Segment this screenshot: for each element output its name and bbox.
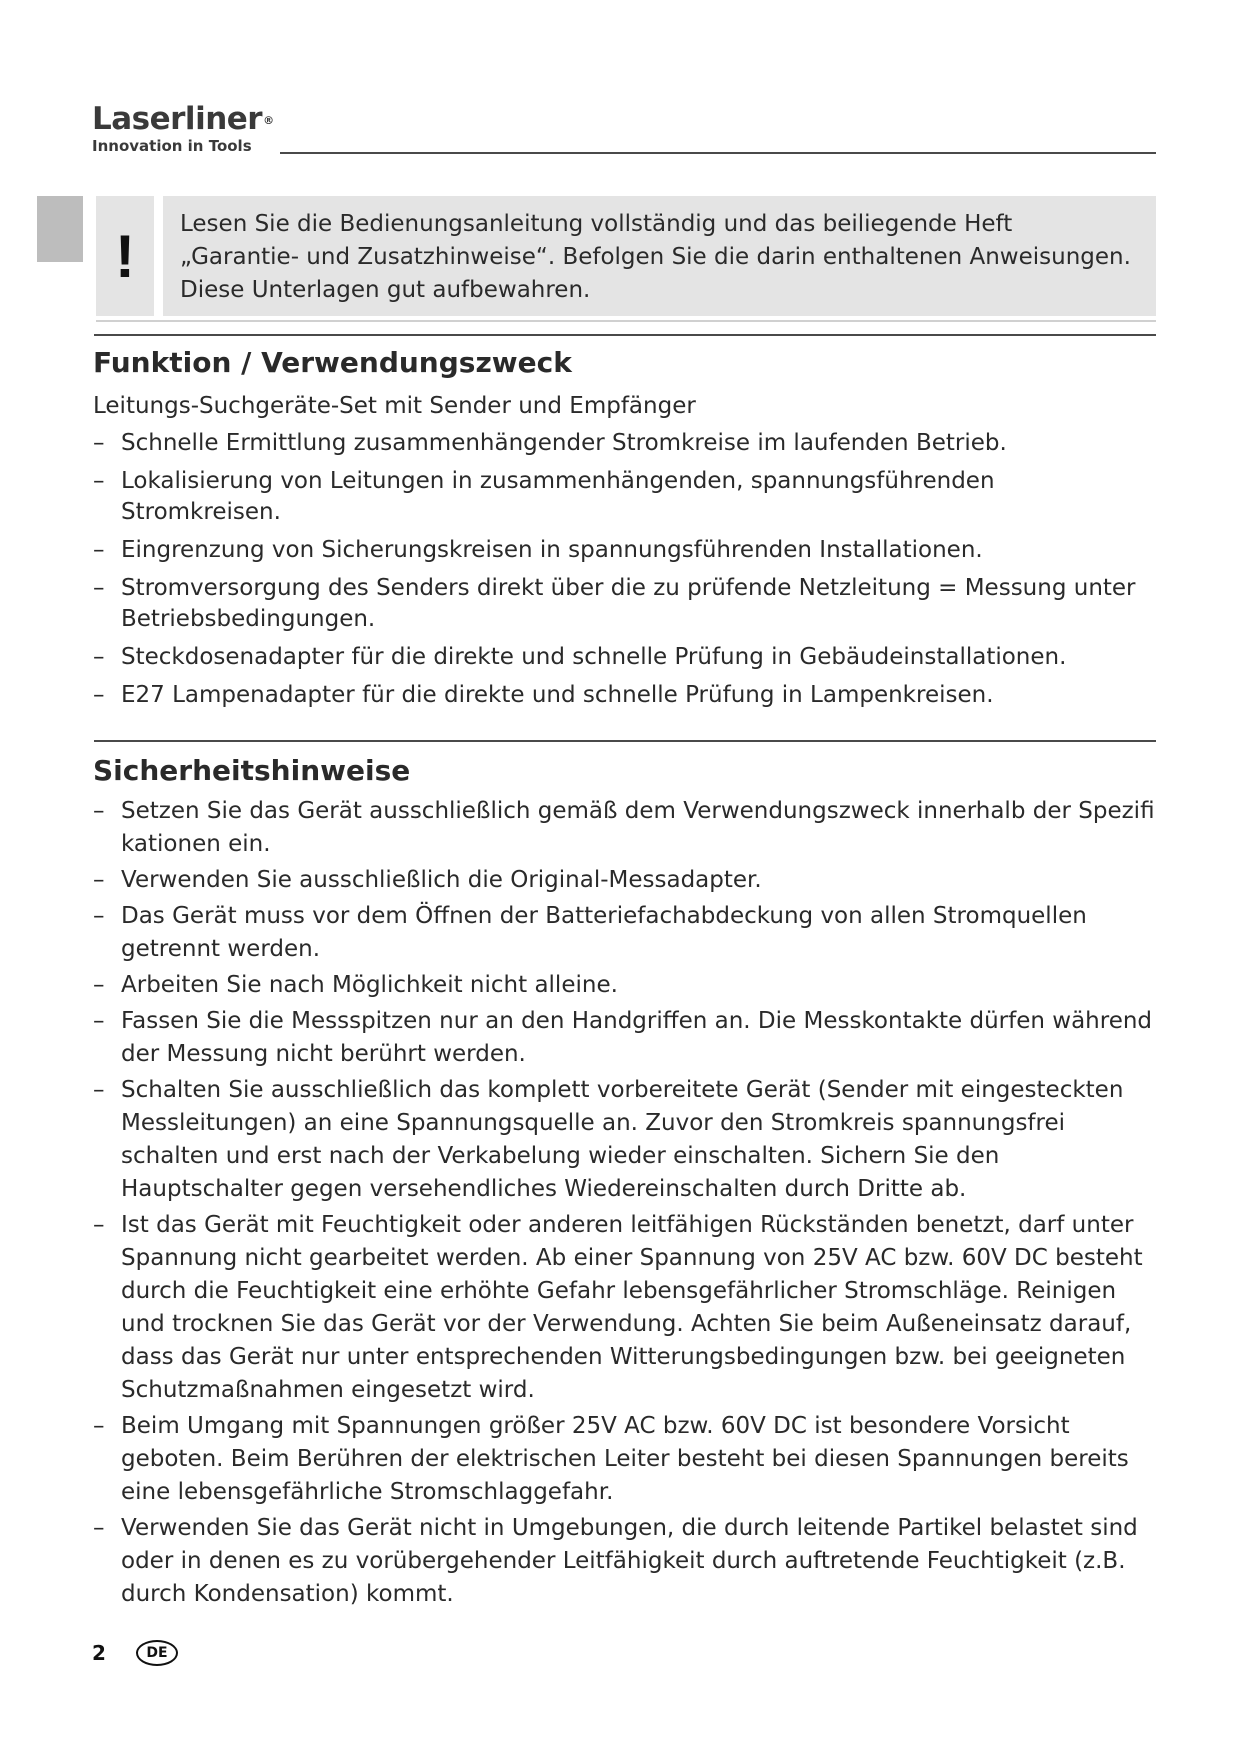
list-item: – E27 Lampenadapter für die direkte und schnelle Prüfung in Lampenkreisen.	[93, 682, 994, 708]
function-list	[93, 428, 1161, 718]
list-item: – Das Gerät muss vor dem Öffnen der Batteriefachabdeckung von allen Stromquellen getrennt werden.	[93, 903, 1087, 962]
exclamation-icon: !	[96, 196, 154, 316]
language-badge: DE	[136, 1640, 178, 1666]
list-item: – Setzen Sie das Gerät ausschließlich gemäß dem Verwendungszweck innerhalb der Spezifi kationen ein.	[93, 798, 1155, 857]
list-item: – Stromversorgung des Senders direkt über die zu prüfende Netzleitung = Messung unter Betriebsbedingungen.	[93, 575, 1136, 632]
function-section-title: Funktion / Verwendungszweck	[93, 346, 572, 379]
safety-list	[93, 795, 1161, 1614]
list-item: – Steckdosenadapter für die direkte und schnelle Prüfung in Gebäudeinstallationen.	[93, 644, 1067, 670]
list-item: – Ist das Gerät mit Feuchtigkeit oder anderen leitfähigen Rückständen benetzt, darf unter Spannung nicht gearbeitet werden. Ab einer Spannung von 25V AC bzw. 60V DC besteht durch die Feuchtigkeit eine erhöhte Gefahr lebensgefährlicher Stromschläge. Reinigen und trocknen Sie das Gerät vor der Verwendung. Achten Sie beim Außeneinsatz darauf, dass das Gerät nur unter entsprechenden Witterungsbedingungen bzw. bei geeigneten Schutzmaßnahmen eingesetzt wird.	[93, 1212, 1143, 1403]
list-item: – Verwenden Sie ausschließlich die Original-Messadapter.	[93, 867, 762, 893]
logo-tagline: Innovation in Tools	[92, 137, 260, 155]
page-number: 2	[92, 1641, 106, 1665]
notice-text: Lesen Sie die Bedienungsanleitung vollständig und das beiliegende Heft „Garantie- und Zusatzhinweise“. Befolgen Sie die darin enthaltenen Anweisungen. Diese Unterlagen gut aufbewahren.	[163, 196, 1156, 316]
safety-section-divider	[94, 740, 1156, 742]
logo-brand: Laserliner®	[92, 101, 274, 137]
list-item: – Arbeiten Sie nach Möglichkeit nicht alleine.	[93, 972, 618, 998]
function-section-divider	[94, 334, 1156, 336]
safety-section-title: Sicherheitshinweise	[93, 754, 411, 787]
page-footer	[92, 1640, 178, 1666]
header-divider	[280, 152, 1156, 154]
list-item: – Verwenden Sie das Gerät nicht in Umgebungen, die durch leitende Partikel belastet sind oder in denen es zu vorübergehender Leitfähigkeit durch auftretende Feuchtigkeit (z.B. durch Kondensation) kommt.	[93, 1515, 1138, 1607]
list-item: – Fassen Sie die Messspitzen nur an den Handgriffen an. Die Messkontakte dürfen während der Messung nicht berührt werden.	[93, 1008, 1153, 1067]
list-item: – Schnelle Ermittlung zusammenhängender Stromkreise im laufenden Betrieb.	[93, 430, 1007, 456]
read-instructions-notice	[96, 196, 1156, 322]
function-intro: Leitungs-Suchgeräte-Set mit Sender und Empfänger	[93, 393, 696, 419]
list-item: – Lokalisierung von Leitungen in zusammenhängenden, spannungsführenden Stromkreisen.	[93, 468, 995, 525]
list-item: – Eingrenzung von Sicherungskreisen in spannungsführenden Installationen.	[93, 537, 983, 563]
section-tab-marker	[37, 196, 83, 262]
laserliner-logo	[92, 102, 274, 155]
list-item: – Beim Umgang mit Spannungen größer 25V AC bzw. 60V DC ist besondere Vorsicht geboten. Beim Berühren der elektrischen Leiter besteht bei diesen Spannungen bereits eine lebensgefährliche Stromschlaggefahr.	[93, 1413, 1129, 1505]
list-item: – Schalten Sie ausschließlich das komplett vorbereitete Gerät (Sender mit eingesteckten Messleitungen) an eine Spannungsquelle an. Zuvor den Stromkreis spannungsfrei schalten und erst nach der Verkabelung wieder einschalten. Sichern Sie den Hauptschalter gegen versehendliches Wiedereinschalten durch Dritte ab.	[93, 1077, 1124, 1202]
registered-mark: ®	[263, 114, 274, 127]
